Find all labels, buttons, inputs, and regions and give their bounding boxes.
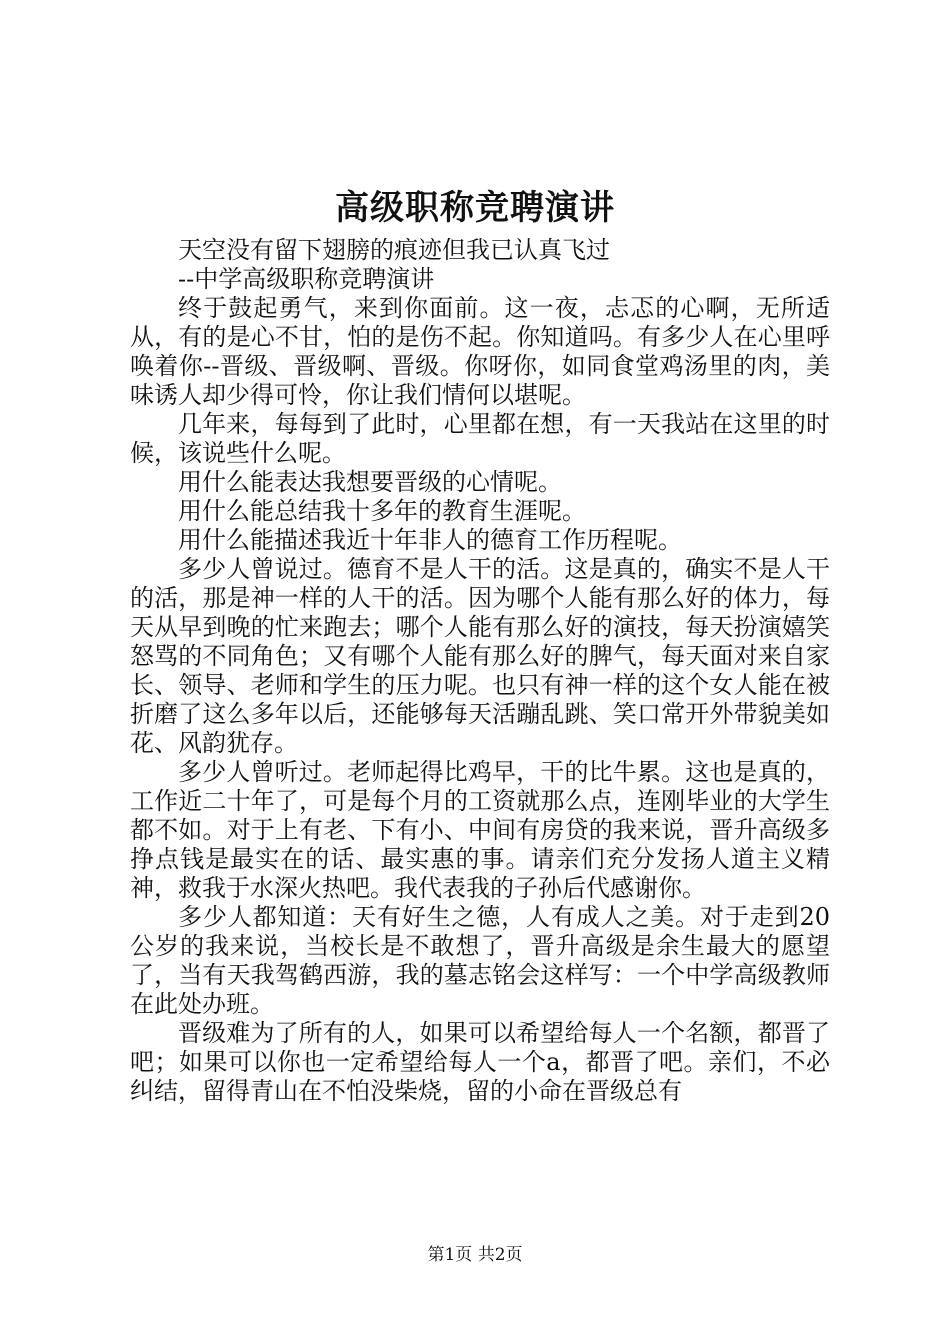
paragraph: 几年来，每每到了此时，心里都在想，有一天我站在这里的时候，该说些什么呢。 <box>130 410 830 467</box>
paragraph: 多少人曾说过。德育不是人干的活。这是真的，确实不是人干的活，那是神一样的人干的活。因为哪个人能有那么好的体力，每天从早到晚的忙来跑去；哪个人能有那么好的演技，每天扮演嬉笑怒骂的不同角色；又有哪个人能有那么好的脾气，每天面对来自家长、领导、老师和学生的压力呢。也只有神一样的这个女人能在被折磨了这么多年以后，还能够每天活蹦乱跳、笑口常开外带貌美如花、风韵犹存。 <box>130 555 830 757</box>
paragraph: 多少人曾听过。老师起得比鸡早，干的比牛累。这也是真的，工作近二十年了，可是每个月的工资就那么点，连刚毕业的大学生都不如。对于上有老、下有小、中间有房贷的我来说，晋升高级多挣点钱是最实在的话、最实惠的事。请亲们充分发扬人道主义精神，救我于水深火热吧。我代表我的子孙后代感谢你。 <box>130 758 830 902</box>
paragraph: 晋级难为了所有的人，如果可以希望给每人一个名额，都晋了吧；如果可以你也一定希望给每人一个a，都晋了吧。亲们，不必纠结，留得青山在不怕没柴烧，留的小命在晋级总有 <box>130 1019 830 1105</box>
paragraph: 多少人都知道：天有好生之德，人有成人之美。对于走到20公岁的我来说，当校长是不敢想了，晋升高级是余生最大的愿望了，当有天我驾鹤西游，我的墓志铭会这样写：一个中学高级教师在此处办班。 <box>130 903 830 1018</box>
paragraph: --中学高级职称竞聘演讲 <box>178 265 435 293</box>
page-footer: 第1页 共2页 <box>427 1245 523 1265</box>
paragraph: 天空没有留下翅膀的痕迹但我已认真飞过 <box>178 236 610 264</box>
document-body <box>130 236 830 1106</box>
paragraph: 用什么能表达我想要晋级的心情呢。 <box>178 468 562 496</box>
paragraph: 终于鼓起勇气，来到你面前。这一夜，忐忑的心啊，无所适从，有的是心不甘，怕的是伤不起。你知道吗。有多少人在心里呼唤着你--晋级、晋级啊、晋级。你呀你，如同食堂鸡汤里的肉，美味诱人却少得可怜，你让我们情何以堪呢。 <box>130 294 830 409</box>
paragraph: 用什么能描述我近十年非人的德育工作历程呢。 <box>178 526 682 554</box>
document-title: 高级职称竞聘演讲 <box>335 188 615 228</box>
paragraph: 用什么能总结我十多年的教育生涯呢。 <box>178 497 586 525</box>
